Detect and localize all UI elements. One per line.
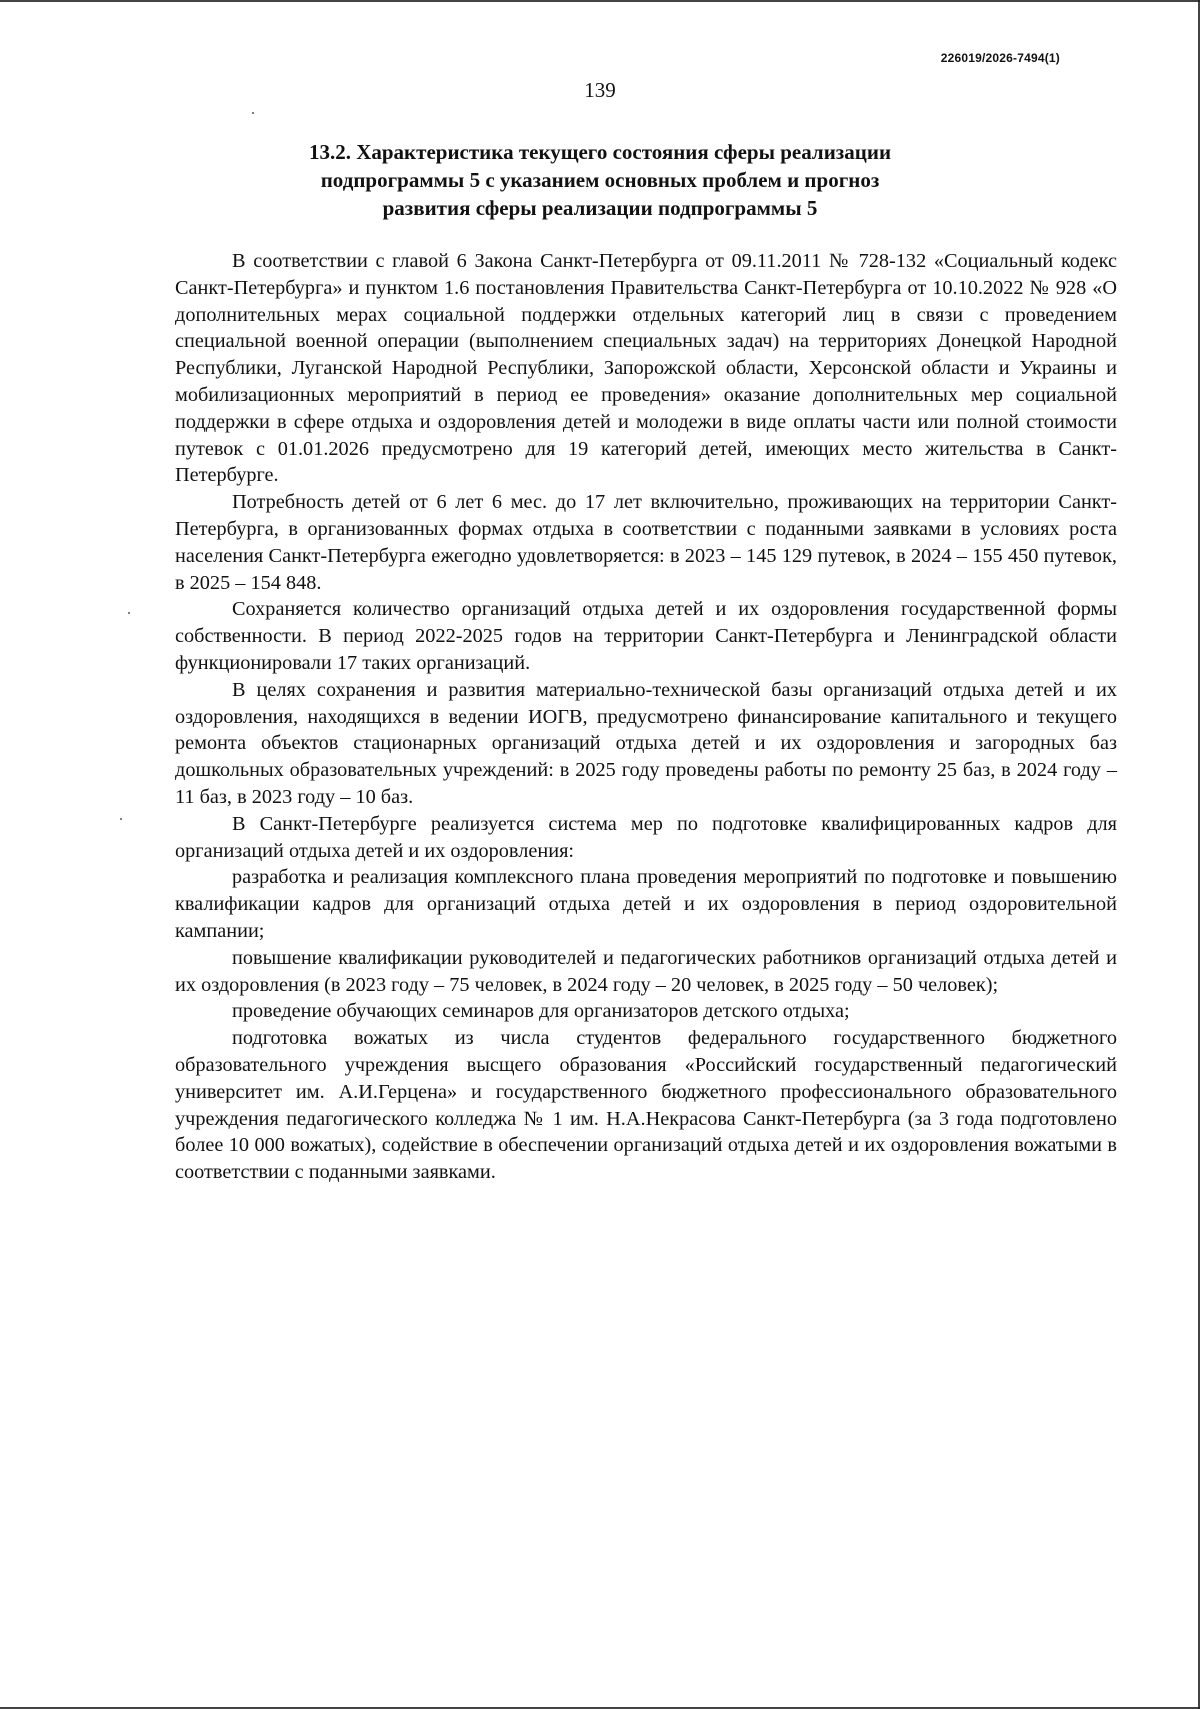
paragraph-repair-funding: В целях сохранения и развития материально-технической базы организаций отдыха детей и их оздоровления, находящихся в ведении ИОГВ, предусмотрено финансирование капитального и текущего ремонта объектов стационарных организаций отдыха детей и их оздоровления и загородных баз дошкольных образовательных учреждений: в 2025 году проведены работы по ремонту 25 баз, в 2024 году – 11 баз, в 2023 году – 10 баз.	[175, 678, 1117, 808]
paragraph-vouchers-demand: Потребность детей от 6 лет 6 мес. до 17 лет включительно, проживающих на территории Санкт-Петербурга, в организованных формах отдыха в соответствии с поданными заявками в условиях роста населения Санкт-Петербурга ежегодно удовлетворяется: в 2023 – 145 129 путевок, в 2024 – 155 450 путевок, в 2025 – 154 848.	[175, 491, 1117, 594]
scan-border-top	[0, 0, 1200, 2]
scan-speck	[128, 612, 130, 614]
list-item-seminars: проведение обучающих семинаров для организаторов детского отдыха;	[232, 1000, 850, 1023]
document-id: 226019/2026-7494(1)	[940, 51, 1060, 65]
section-heading-line: 13.2. Характеристика текущего состояния сферы реализации	[308, 140, 892, 164]
list-item-qualification: повышение квалификации руководителей и педагогических работников организаций отдыха детей и их оздоровления (в 2023 году – 75 человек, в 2024 году – 20 человек, в 2025 году – 50 человек);	[175, 946, 1117, 996]
list-item-plan: разработка и реализация комплексного плана проведения мероприятий по подготовке и повышению квалификации кадров для организаций отдыха детей и их оздоровления в период оздоровительной кампании;	[175, 866, 1117, 942]
paragraph-staff-training-intro: В Санкт-Петербурге реализуется система мер по подготовке квалифицированных кадров для организаций отдыха детей и их оздоровления:	[175, 812, 1117, 862]
body-text	[175, 248, 1117, 1186]
scan-speck	[120, 818, 122, 820]
page-number: 139	[584, 78, 616, 102]
scan-speck	[252, 112, 254, 114]
section-heading	[260, 138, 940, 222]
paragraph-state-organizations: Сохраняется количество организаций отдыха детей и их оздоровления государственной формы собственности. В период 2022-2025 годов на территории Санкт-Петербурга и Ленинградской области функционировали 17 таких организаций.	[175, 598, 1117, 674]
list-item-counselors: подготовка вожатых из числа студентов федерального государственного бюджетного образовательного учреждения высщего образования «Российский государственный педагогический университет им. А.И.Герцена» и государственного бюджетного профессионального образовательного учреждения педагогического колледжа № 1 им. Н.А.Некрасова Санкт-Петербурга (за 3 года подготовлено более 10 000 вожатых), содействие в обеспечении организаций отдыха детей и их оздоровления вожатыми в соответствии с поданными заявками.	[175, 1027, 1117, 1184]
paragraph-legal-basis: В соответствии с главой 6 Закона Санкт-Петербурга от 09.11.2011 № 728-132 «Социальный кодекс Санкт-Петербурга» и пунктом 1.6 постановления Правительства Санкт-Петербурга от 10.10.2022 № 928 «О дополнительных мерах социальной поддержки отдельных категорий лиц в связи с проведением специальной военной операции (выполнением специальных задач) на территориях Донецкой Народной Республики, Луганской Народной Республики, Запорожской области, Херсонской области и Украины и мобилизационных мероприятий в период ее проведения» оказание дополнительных мер социальной поддержки в сфере отдыха и оздоровления детей и молодежи в виде оплаты части или полной стоимости путевок с 01.01.2026 предусмотрено для 19 категорий детей, имеющих место жительства в Санкт-Петербурге.	[175, 250, 1117, 487]
section-heading-line: развития сферы реализации подпрограммы 5	[382, 196, 818, 220]
section-heading-line: подпрограммы 5 с указанием основных проблем и прогноз	[320, 168, 880, 192]
